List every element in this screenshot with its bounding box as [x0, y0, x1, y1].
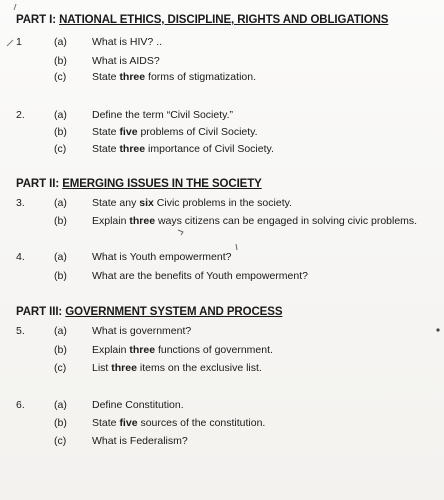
question-number: 6. [16, 399, 25, 411]
part-title: EMERGING ISSUES IN THE SOCIETY [62, 178, 262, 190]
sub-question-label: (b) [54, 417, 67, 429]
question-text: Explain three ways citizens can be engaged in solving civic problems. [92, 215, 418, 227]
sub-question-label: (b) [54, 55, 67, 67]
question-text: Define Constitution. [92, 399, 184, 411]
pen-mark [176, 226, 246, 256]
question-text: Explain three functions of government. [92, 344, 273, 356]
question-text: What is Youth empowerment? [92, 251, 232, 263]
question-text: State three importance of Civil Society. [92, 143, 274, 155]
sub-question-label: (b) [54, 270, 67, 282]
sub-question-label: (c) [54, 143, 67, 155]
sub-question-label: (c) [54, 362, 67, 374]
pen-mark [4, 2, 30, 48]
sub-question-label: (a) [54, 36, 67, 48]
question-text: Define the term “Civil Society.” [92, 109, 234, 121]
question-text: State three forms of stigmatization. [92, 71, 256, 83]
question-text: State five sources of the constitution. [92, 417, 266, 429]
sub-question-label: (b) [54, 126, 67, 138]
part-label: PART II: [16, 178, 60, 190]
part-label: PART III: [16, 306, 63, 318]
question-number: 1 [16, 36, 22, 48]
sub-question-label: (a) [54, 399, 67, 411]
question-text: What are the benefits of Youth empowerment? [92, 270, 308, 282]
question-text: What is HIV? .. [92, 36, 163, 48]
question-text: List three items on the exclusive list. [92, 362, 262, 374]
part-label: PART I: [16, 14, 56, 26]
question-text: What is AIDS? [92, 55, 160, 67]
sub-question-label: (b) [54, 215, 67, 227]
question-text: What is government? [92, 325, 192, 337]
sub-question-label: (b) [54, 344, 67, 356]
part-heading [16, 14, 388, 26]
sub-question-label: (a) [54, 325, 67, 337]
part-heading [16, 178, 262, 190]
sub-question-label: (c) [54, 71, 67, 83]
sub-question-label: (a) [54, 109, 67, 121]
question-number: 2. [16, 109, 25, 121]
pen-mark [434, 326, 442, 334]
question-text: State five problems of Civil Society. [92, 126, 258, 138]
sub-question-label: (c) [54, 435, 67, 447]
question-number: 3. [16, 197, 25, 209]
sub-question-label: (a) [54, 197, 67, 209]
part-title: NATIONAL ETHICS, DISCIPLINE, RIGHTS AND OBLIGATIONS [59, 14, 389, 26]
question-number: 4. [16, 251, 25, 263]
question-number: 5. [16, 325, 25, 337]
question-text: What is Federalism? [92, 435, 188, 447]
part-title: GOVERNMENT SYSTEM AND PROCESS [65, 306, 283, 318]
question-text: State any six Civic problems in the society. [92, 197, 292, 209]
part-heading [16, 306, 282, 318]
sub-question-label: (a) [54, 251, 67, 263]
